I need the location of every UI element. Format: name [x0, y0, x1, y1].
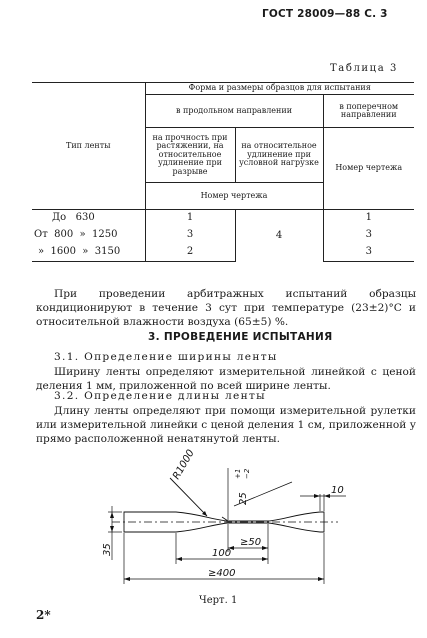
- dim-100: 100: [212, 548, 232, 559]
- dim-tol-minus: −2: [243, 468, 251, 479]
- col-tape-type: Тип ленты: [32, 83, 145, 210]
- paragraph-length: Длину ленты определяют при помощи измерительной рулетки или измерительной линейки с ценой деления 1 см, приложенной у прямо расположенной ненатянутой ленты.: [36, 405, 416, 445]
- col-drawing-no-transverse: Номер чертежа: [323, 128, 414, 210]
- col-elongation: на относительное удлинение при условной нагрузке: [235, 128, 323, 183]
- section-title: 3. ПРОВЕДЕНИЕ ИСПЫТАНИЯ: [148, 331, 333, 343]
- dim-10: 10: [331, 485, 344, 496]
- table-row: [32, 244, 414, 262]
- dim-r1000: R1000: [171, 447, 197, 482]
- table-row: [32, 227, 414, 244]
- col-strength: на прочность при растяжении, на относительное удлинение при разрыве: [145, 128, 235, 183]
- table-caption: Таблица 3: [330, 63, 399, 74]
- col-transverse: в поперечном направлении: [323, 95, 414, 128]
- row-strength: 3: [145, 227, 235, 244]
- dim-400: ≥400: [208, 568, 236, 579]
- col-longitudinal: в продольном направлении: [145, 95, 323, 128]
- specimen-drawing: [0, 440, 427, 595]
- col-drawing-no: Номер чертежа: [145, 183, 323, 210]
- row-elongation: 4: [235, 210, 323, 262]
- row-strength: 1: [145, 210, 235, 228]
- row-strength: 2: [145, 244, 235, 262]
- row-transverse: 1: [323, 210, 414, 228]
- subsection-title-3-2: 3.2. Определение длины ленты: [54, 390, 266, 402]
- paragraph-width: Ширину ленты определяют измерительной линейкой с ценой деления 1 мм, приложенной по всей ширине ленты.: [36, 366, 416, 392]
- specimen-table: [32, 82, 414, 262]
- dim-50: ≥50: [240, 537, 262, 548]
- col-group-header: Форма и размеры образцов для испытания: [145, 83, 414, 95]
- figure-caption: Черт. 1: [199, 595, 238, 606]
- table-row: [32, 210, 414, 228]
- paragraph-conditioning: При проведении арбитражных испытаний образцы кондиционируют в течение 3 сут при температуре (23±2)°С и относительной влажности воздуха (65±5) %.: [36, 288, 416, 328]
- page-header: ГОСТ 28009—88 С. 3: [262, 8, 388, 20]
- dim-width: 25: [238, 492, 249, 505]
- subsection-title-3-1: 3.1. Определение ширины ленты: [54, 351, 278, 363]
- row-transverse: 3: [323, 244, 414, 262]
- row-type: » 1600 » 3150: [32, 244, 145, 262]
- dim-35: 35: [102, 543, 113, 556]
- row-type: До 630: [32, 210, 145, 228]
- dim-tol-plus: +1: [234, 468, 242, 479]
- row-transverse: 3: [323, 227, 414, 244]
- row-type: От 800 » 1250: [32, 227, 145, 244]
- page-footer-mark: 2*: [36, 608, 51, 622]
- radius-leader: [170, 478, 207, 516]
